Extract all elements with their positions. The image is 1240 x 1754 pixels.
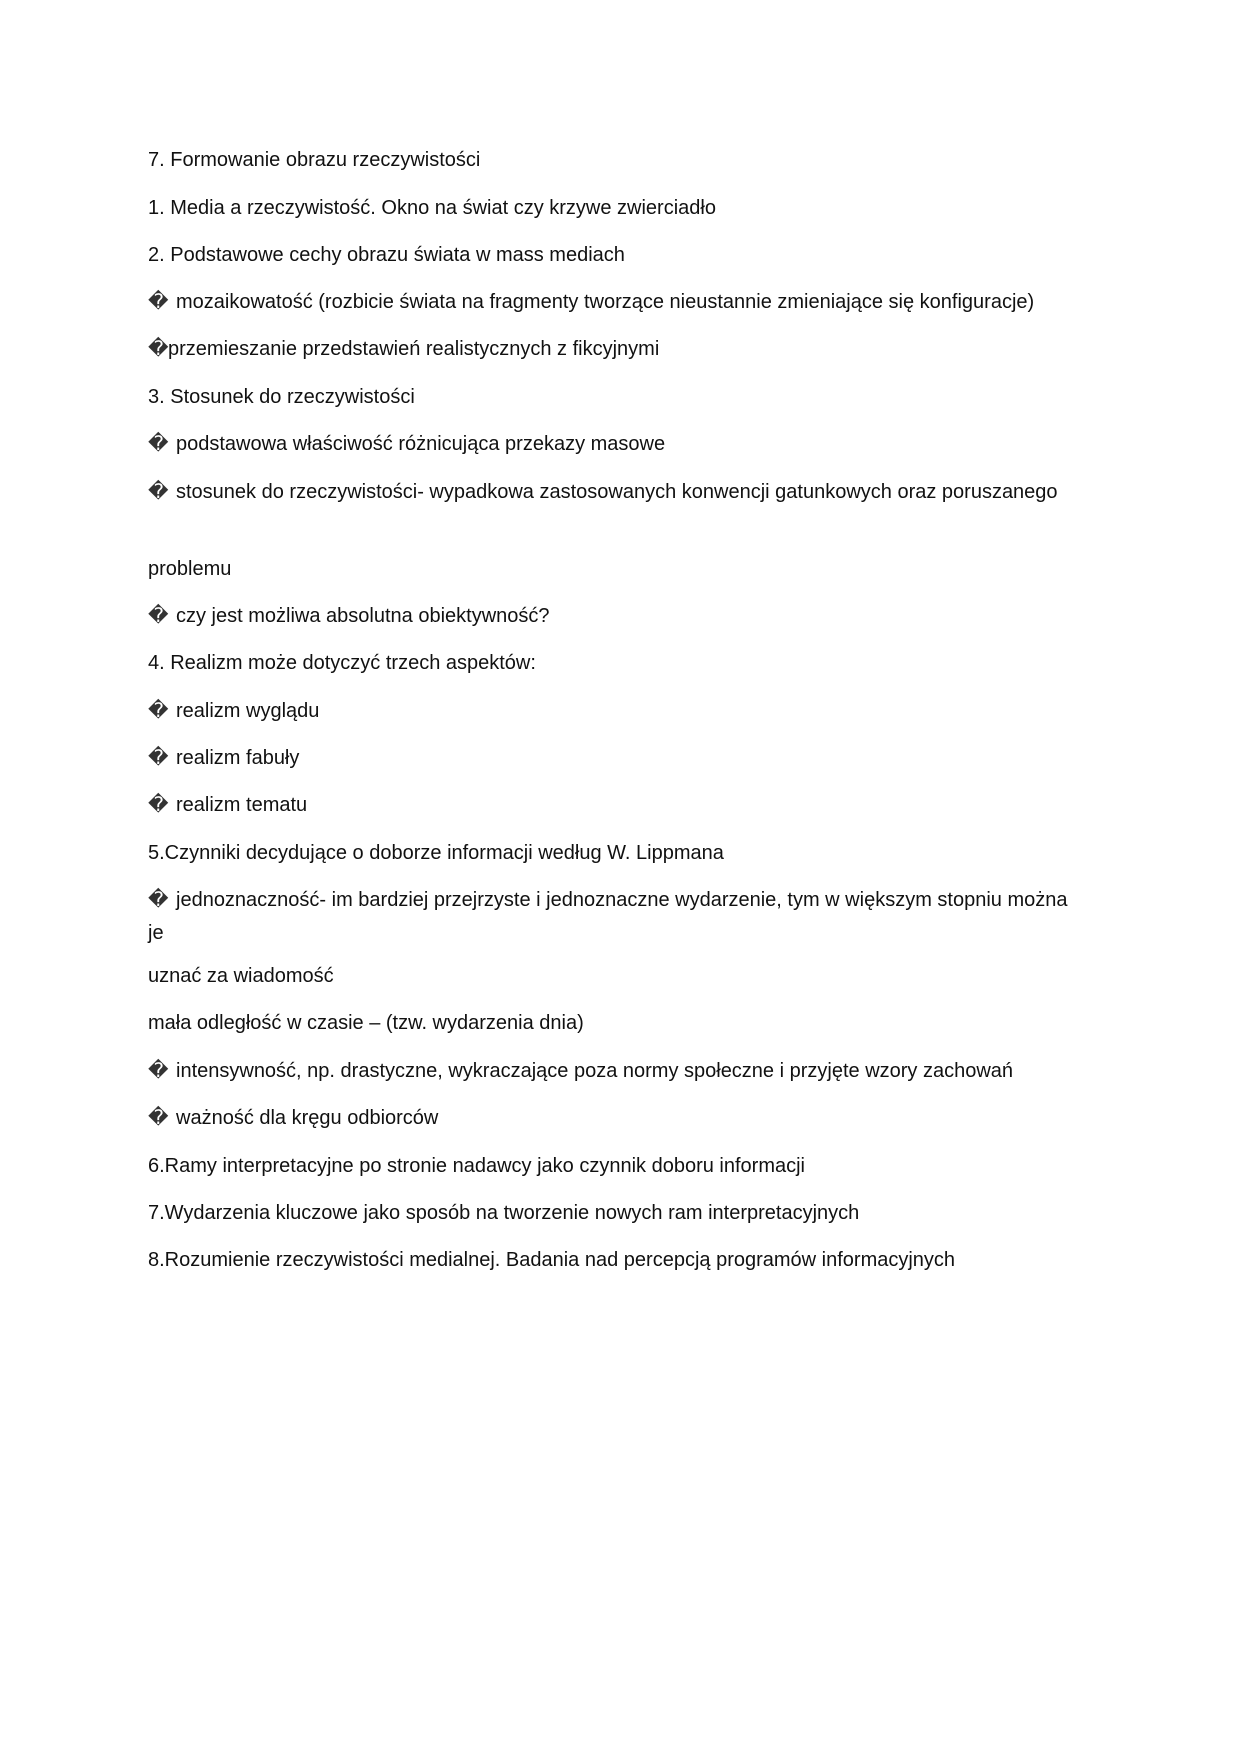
bullet-marker-icon: � <box>148 291 169 313</box>
heading-line <box>148 144 1088 177</box>
section-heading <box>148 1244 1088 1277</box>
line-text: 8.Rozumienie rzeczywistości medialnej. Badania nad percepcją programów informacyjnych <box>148 1249 956 1271</box>
line-text: mała odległość w czasie – (tzw. wydarzenia dnia) <box>148 1012 584 1034</box>
bullet-marker-icon: � <box>148 1107 169 1129</box>
line-text: 5.Czynniki decydujące o doborze informacji według W. Lippmana <box>148 842 724 864</box>
bullet-item <box>148 428 1088 461</box>
bullet-item <box>148 333 1088 366</box>
line-text: realizm wyglądu <box>176 700 320 722</box>
line-text: stosunek do rzeczywistości- wypadkowa zastosowanych konwencji gatunkowych oraz poruszanego <box>176 481 1058 503</box>
line-text: 1. Media a rzeczywistość. Okno na świat czy krzywe zwierciadło <box>148 197 716 219</box>
bullet-marker-icon: � <box>148 700 169 722</box>
bullet-item <box>148 1055 1088 1088</box>
line-text: realizm tematu <box>176 794 308 816</box>
section-heading <box>148 239 1088 272</box>
bullet-marker-icon: � <box>148 747 169 769</box>
line-text: 6.Ramy interpretacyjne po stronie nadawcy jako czynnik doboru informacji <box>148 1155 805 1177</box>
line-text: 7.Wydarzenia kluczowe jako sposób na tworzenie nowych ram interpretacyjnych <box>148 1202 860 1224</box>
bullet-item <box>148 789 1088 822</box>
line-text: czy jest możliwa absolutna obiektywność? <box>176 605 550 627</box>
bullet-item <box>148 286 1088 319</box>
section-heading <box>148 1197 1088 1230</box>
bullet-marker-icon: � <box>148 889 169 911</box>
line-text: mozaikowatość (rozbicie świata na fragmenty tworzące nieustannie zmieniające się konfiguracje) <box>176 291 1035 313</box>
line-text: realizm fabuły <box>176 747 300 769</box>
line-text: przemieszanie przedstawień realistycznych z fikcyjnymi <box>168 338 660 360</box>
bullet-marker-icon: � <box>148 433 169 455</box>
bullet-item <box>148 1102 1088 1135</box>
bullet-item <box>148 476 1088 509</box>
line-text: 4. Realizm może dotyczyć trzech aspektów: <box>148 652 536 674</box>
bullet-marker-icon: � <box>148 1060 169 1082</box>
bullet-item <box>148 600 1088 633</box>
section-heading <box>148 1150 1088 1183</box>
line-text: uznać za wiadomość <box>148 965 334 987</box>
line-text: problemu <box>148 558 232 580</box>
line-text: ważność dla kręgu odbiorców <box>176 1107 439 1129</box>
section-heading <box>148 647 1088 680</box>
bullet-item <box>148 884 1088 950</box>
line-text: 7. Formowanie obrazu rzeczywistości <box>148 149 481 171</box>
bullet-marker-icon: � <box>148 481 169 503</box>
bullet-item <box>148 695 1088 728</box>
section-heading <box>148 837 1088 870</box>
line-text: podstawowa właściwość różnicująca przekazy masowe <box>176 433 666 455</box>
bullet-item <box>148 742 1088 775</box>
paragraph-line <box>148 1007 1088 1040</box>
line-text: intensywność, np. drastyczne, wykraczające poza normy społeczne i przyjęte wzory zachowań <box>176 1060 1014 1082</box>
line-text: 3. Stosunek do rzeczywistości <box>148 386 415 408</box>
line-text: 2. Podstawowe cechy obrazu świata w mass mediach <box>148 244 625 266</box>
paragraph-line <box>148 553 1088 586</box>
paragraph-line <box>148 960 1088 993</box>
bullet-marker-icon: � <box>148 338 169 360</box>
bullet-marker-icon: � <box>148 794 169 816</box>
line-text: jednoznaczność- im bardziej przejrzyste i jednoznaczne wydarzenie, tym w większym stopniu można je <box>148 889 1068 944</box>
section-heading <box>148 381 1088 414</box>
section-heading <box>148 192 1088 225</box>
bullet-marker-icon: � <box>148 605 169 627</box>
